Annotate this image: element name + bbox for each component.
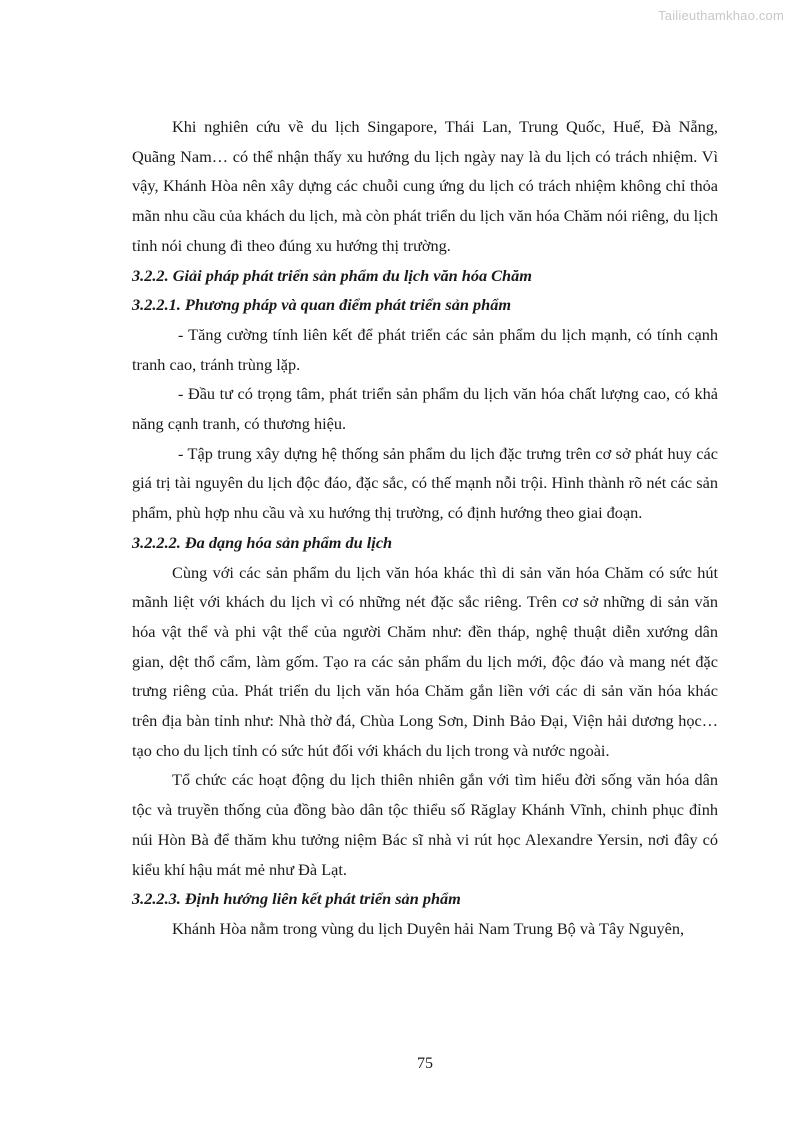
page-body — [132, 112, 718, 944]
heading-3-2-2-2: 3.2.2.2. Đa dạng hóa sản phẩm du lịch — [132, 532, 393, 552]
page-number: 75 — [417, 1055, 433, 1072]
heading-3-2-2-3: 3.2.2.3. Định hướng liên kết phát triển sản phẩm — [132, 889, 461, 909]
bullet-investment: - Đầu tư có trọng tâm, phát triển sản phẩm du lịch văn hóa chất lượng cao, có khả năng cạnh tranh, có thương hiệu. — [132, 384, 718, 434]
heading-3-2-2: 3.2.2. Giải pháp phát triển sản phẩm du lịch văn hóa Chăm — [132, 265, 532, 285]
nature-tourism-paragraph: Tổ chức các hoạt động du lịch thiên nhiên gắn với tìm hiểu đời sống văn hóa dân tộc và truyền thống của đồng bào dân tộc thiểu số Răglay Khánh Vĩnh, chinh phục đỉnh núi Hòn Bà để thăm khu tưởng niệm Bác sĩ nhà vi rút học Alexandre Yersin, nơi đây có kiểu khí hậu mát mẻ như Đà Lạt. — [132, 770, 718, 879]
bullet-linkage: - Tăng cường tính liên kết để phát triển các sản phẩm du lịch mạnh, có tính cạnh tranh cao, tránh trùng lặp. — [132, 324, 718, 374]
bullet-product-system: - Tập trung xây dựng hệ thống sản phẩm du lịch đặc trưng trên cơ sở phát huy các giá trị tài nguyên du lịch độc đáo, đặc sắc, có thế mạnh nỗi trội. Hình thành rõ nét các sản phẩm, phù hợp nhu cầu và xu hướng thị trường, có định hướng theo giai đoạn. — [132, 443, 718, 523]
heading-3-2-2-1: 3.2.2.1. Phương pháp và quan điểm phát triển sản phẩm — [132, 295, 512, 315]
diversify-paragraph: Cùng với các sản phẩm du lịch văn hóa khác thì di sản văn hóa Chăm có sức hút mãnh liệt với khách du lịch vì có những nét đặc sắc riêng. Trên cơ sở những di sản văn hóa vật thể và phi vật thể của người Chăm như: đền tháp, nghệ thuật diễn xướng dân gian, dệt thổ cẩm, làm gốm. Tạo ra các sản phẩm du lịch mới, độc đáo và mang nét đặc trưng riêng của. Phát triển du lịch văn hóa Chăm gắn liền với các di sản văn hóa khác trên địa bàn tỉnh như: Nhà thờ đá, Chùa Long Sơn, Dinh Bảo Đại, Viện hải dương học… tạo cho du lịch tỉnh có sức hút đối với khách du lịch trong và nước ngoài. — [132, 562, 718, 760]
watermark-text: Tailieuthamkhao.com — [658, 8, 784, 23]
intro-paragraph: Khi nghiên cứu về du lịch Singapore, Thái Lan, Trung Quốc, Huế, Đà Nẵng, Quãng Nam… có thể nhận thấy xu hướng du lịch ngày nay là du lịch có trách nhiệm. Vì vậy, Khánh Hòa nên xây dựng các chuỗi cung ứng du lịch có trách nhiệm không chỉ thỏa mãn nhu cầu của khách du lịch, mà còn phát triển du lịch văn hóa Chăm nói riêng, du lịch tỉnh nói chung đi theo đúng xu hướng thị trường. — [132, 117, 718, 255]
linkage-paragraph: Khánh Hòa nằm trong vùng du lịch Duyên hải Nam Trung Bộ và Tây Nguyên, — [172, 918, 685, 938]
